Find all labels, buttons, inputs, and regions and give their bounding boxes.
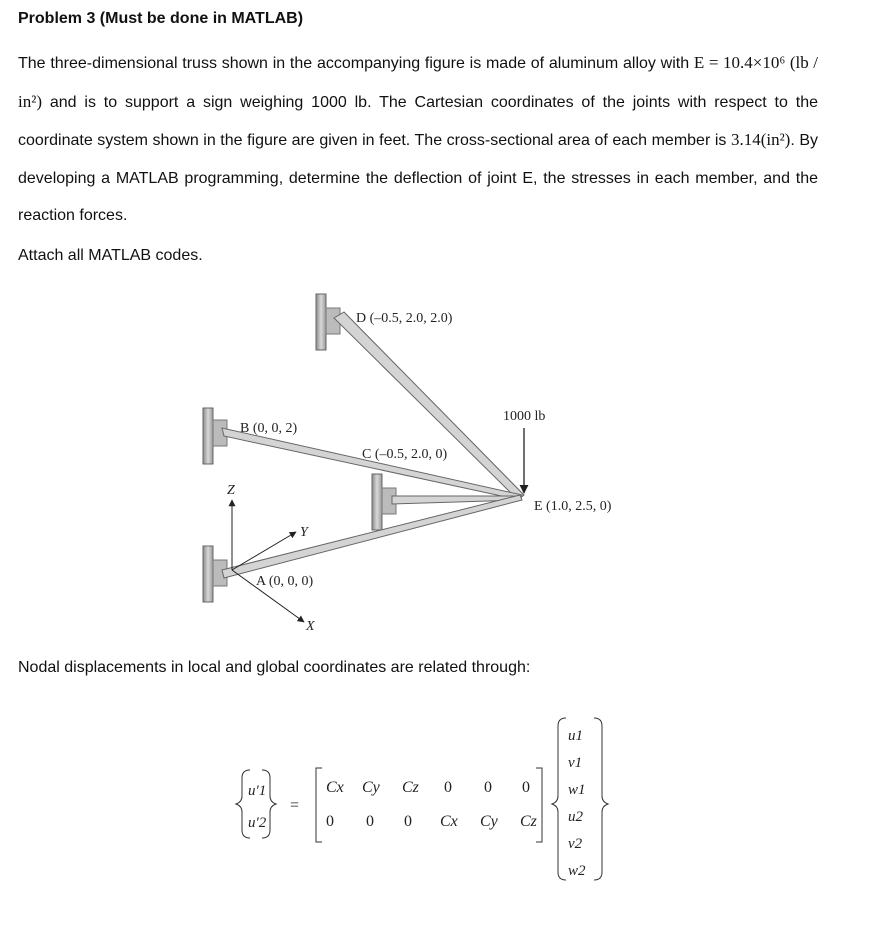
label-z-axis: Z <box>227 483 235 498</box>
m16: 0 <box>522 779 530 796</box>
area-expression: 3.14(in²) <box>730 130 791 149</box>
m24: Cx <box>440 813 458 830</box>
nodal-statement: Nodal displacements in local and global coordinates are related through: <box>18 659 531 676</box>
truss-members <box>222 312 524 578</box>
modulus-expression: E = 10.4×10⁶ (lb / in²) <box>18 53 819 111</box>
lhs-u1: u′1 <box>248 783 267 799</box>
m25: Cy <box>480 813 498 830</box>
member-DE <box>334 312 524 500</box>
m12: Cy <box>362 779 380 796</box>
label-B: B (0, 0, 2) <box>240 421 298 436</box>
statement-end: . By developing a MATLAB programming, determine the deflection of joint E, the stresses in each member, and the reaction forces. <box>18 132 819 224</box>
problem-title: Problem 3 (Must be done in MATLAB) <box>18 10 304 27</box>
rhs-w2: w2 <box>568 863 586 879</box>
m23: 0 <box>404 813 412 830</box>
rhs-u2: u2 <box>568 809 583 825</box>
m26: Cz <box>520 813 537 830</box>
attach-instruction: Attach all MATLAB codes. <box>18 247 203 264</box>
rhs-v1: v1 <box>568 755 583 771</box>
equals-sign: = <box>290 797 300 814</box>
label-y-axis: Y <box>300 525 308 540</box>
m15: 0 <box>484 779 492 796</box>
label-D: D (–0.5, 2.0, 2.0) <box>356 311 453 326</box>
m22: 0 <box>366 813 374 830</box>
statement-intro: The three-dimensional truss shown in the accompanying figure is made of aluminum alloy with <box>18 55 690 72</box>
label-E: E (1.0, 2.5, 0) <box>534 499 612 514</box>
label-A: A (0, 0, 0) <box>256 574 314 589</box>
transformation-equation <box>236 718 608 880</box>
rhs-v2: v2 <box>568 836 583 852</box>
label-x-axis: X <box>306 619 315 634</box>
support-D <box>316 294 340 350</box>
support-B <box>203 408 227 464</box>
statement-body: and is to support a sign weighing 1000 lb. The Cartesian coordinates of the joints with respect to the coordinate system shown in the figure are given in feet. The cross-sectional area of each member is <box>18 93 818 149</box>
label-C: C (–0.5, 2.0, 0) <box>362 447 448 462</box>
m14: 0 <box>444 779 452 796</box>
m11: Cx <box>326 779 344 796</box>
rhs-w1: w1 <box>568 782 586 798</box>
m21: 0 <box>326 813 334 830</box>
lhs-u2: u′2 <box>248 815 267 831</box>
rhs-u1: u1 <box>568 728 583 744</box>
label-load: 1000 lb <box>503 409 546 424</box>
m13: Cz <box>402 779 419 796</box>
